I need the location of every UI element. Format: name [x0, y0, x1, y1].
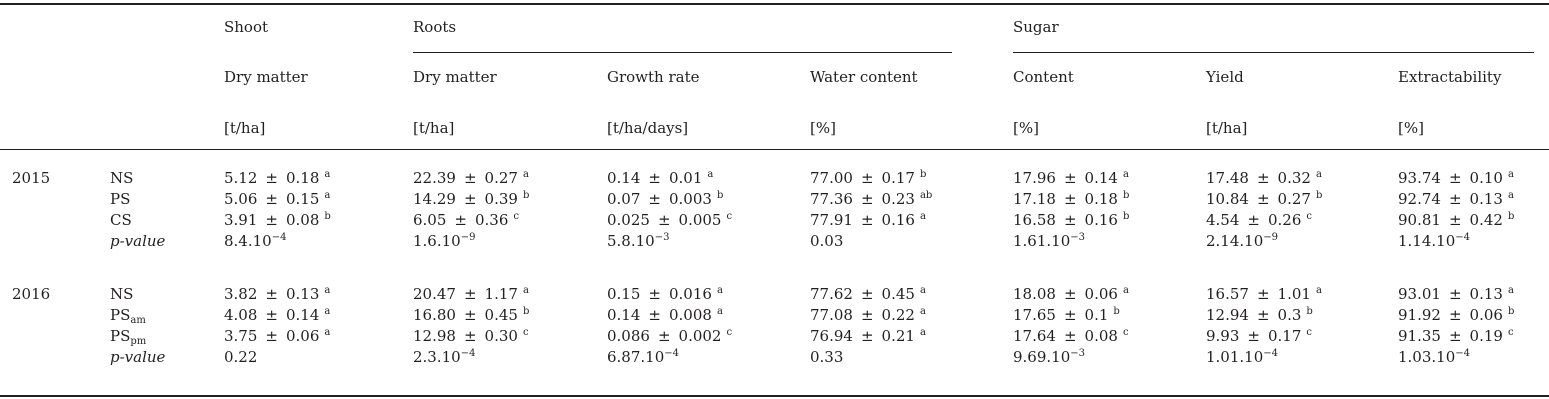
- cell-exponent: −3: [654, 232, 670, 243]
- column-header: Water content: [810, 68, 918, 86]
- cell-std-error: 0.16: [881, 211, 915, 229]
- plus-minus-sign: ±: [265, 169, 278, 187]
- cell-value: 0.14: [607, 169, 641, 187]
- plus-minus-sign: ±: [648, 306, 661, 324]
- plus-minus-sign: ±: [1448, 327, 1462, 345]
- cell-std-error: 0.22: [881, 306, 915, 324]
- cell-std-error: 0.10: [1469, 169, 1503, 187]
- cell-std-error: 0.008: [668, 306, 712, 324]
- cell-std-error: 0.27: [1277, 190, 1311, 208]
- significance-letter: a: [522, 169, 529, 180]
- table-cell: [413, 169, 529, 187]
- header-bottom-rule: [0, 149, 1549, 150]
- cell-std-error: 0.14: [1084, 169, 1118, 187]
- cell-value: 1.01.10: [1206, 348, 1264, 366]
- plus-minus-sign: ±: [265, 285, 278, 303]
- cell-value: 1.14.10: [1398, 232, 1456, 250]
- cell-value: 17.65: [1013, 306, 1056, 324]
- cell-exponent: −4: [271, 232, 287, 243]
- table-cell: [607, 306, 723, 324]
- table-cell: [1206, 190, 1322, 208]
- cell-value: 2.14.10: [1206, 232, 1264, 250]
- significance-letter: a: [324, 306, 331, 317]
- significance-letter: b: [1507, 211, 1515, 222]
- column-unit: [%]: [1398, 119, 1424, 137]
- table-cell: [1013, 327, 1129, 345]
- cell-value: 6.05: [413, 211, 447, 229]
- cell-value: 0.14: [607, 306, 641, 324]
- plus-minus-sign: ±: [1063, 190, 1077, 208]
- plus-minus-sign: ±: [265, 306, 278, 324]
- treatment-label: [110, 232, 165, 250]
- table-cell: [810, 169, 926, 187]
- cell-std-error: 0.45: [881, 285, 915, 303]
- significance-letter: c: [1306, 327, 1312, 338]
- significance-letter: a: [324, 169, 331, 180]
- table-cell: [413, 211, 519, 229]
- column-unit: [t/ha]: [1206, 119, 1248, 137]
- cell-exponent: −4: [460, 348, 476, 359]
- cell-std-error: 0.06: [285, 327, 320, 345]
- plus-minus-sign: ±: [1448, 190, 1462, 208]
- plus-minus-sign: ±: [463, 327, 477, 345]
- cell-std-error: 0.27: [484, 169, 518, 187]
- cell-std-error: 0.23: [881, 190, 915, 208]
- cell-exponent: −9: [460, 232, 476, 243]
- table-cell: [1013, 285, 1129, 303]
- table-cell: [413, 232, 475, 250]
- table-cell: [607, 348, 679, 366]
- treatment-label: [110, 327, 146, 345]
- significance-letter: a: [919, 327, 926, 338]
- column-header: Yield: [1206, 68, 1244, 86]
- plus-minus-sign: ±: [265, 327, 278, 345]
- cell-std-error: 0.08: [1084, 327, 1118, 345]
- plus-minus-sign: ±: [860, 327, 874, 345]
- cell-value: 5.12: [224, 169, 258, 187]
- plus-minus-sign: ±: [648, 285, 661, 303]
- treatment-name: CS: [110, 211, 132, 229]
- table-cell: [1206, 211, 1312, 229]
- table-cell: [810, 211, 926, 229]
- cell-std-error: 0.002: [678, 327, 722, 345]
- cell-std-error: 0.15: [285, 190, 320, 208]
- table-cell: [607, 327, 732, 345]
- cell-value: 77.00: [810, 169, 853, 187]
- cell-value: 1.6.10: [413, 232, 461, 250]
- significance-letter: b: [919, 169, 927, 180]
- cell-value: 76.94: [810, 327, 853, 345]
- table-cell: [1013, 306, 1120, 324]
- treatment-label: [110, 190, 130, 208]
- plus-minus-sign: ±: [1247, 327, 1260, 345]
- cell-exponent: −4: [1455, 232, 1471, 243]
- cell-value: 17.18: [1013, 190, 1056, 208]
- cell-value: 3.82: [224, 285, 258, 303]
- cell-value: 0.07: [607, 190, 641, 208]
- table-cell: [1206, 306, 1313, 324]
- plus-minus-sign: ±: [1063, 306, 1077, 324]
- significance-letter: c: [1122, 327, 1129, 338]
- roots-group-rule: [413, 52, 952, 53]
- cell-exponent: −9: [1263, 232, 1279, 243]
- cell-std-error: 0.01: [668, 169, 703, 187]
- table-cell: [1398, 169, 1514, 187]
- cell-std-error: 0.14: [285, 306, 320, 324]
- bottom-rule: [0, 395, 1549, 397]
- cell-value: 92.74: [1398, 190, 1441, 208]
- group-header-shoot: Shoot: [224, 18, 269, 36]
- cell-value: 0.33: [810, 348, 844, 366]
- plus-minus-sign: ±: [1256, 169, 1270, 187]
- significance-letter: c: [726, 327, 733, 338]
- cell-std-error: 0.17: [881, 169, 915, 187]
- table-cell: [607, 232, 669, 250]
- cell-value: 16.80: [413, 306, 456, 324]
- cell-exponent: −3: [1070, 348, 1086, 359]
- treatment-name: NS: [110, 285, 134, 303]
- table-cell: [1398, 232, 1470, 250]
- table-cell: [810, 232, 843, 250]
- significance-letter: b: [324, 211, 331, 222]
- cell-value: 18.08: [1013, 285, 1056, 303]
- plus-minus-sign: ±: [1063, 169, 1077, 187]
- plus-minus-sign: ±: [1063, 285, 1077, 303]
- table-cell: [1013, 190, 1129, 208]
- cell-value: 93.01: [1398, 285, 1441, 303]
- plus-minus-sign: ±: [1063, 211, 1077, 229]
- significance-letter: b: [1306, 306, 1313, 317]
- treatment-name: PS: [110, 306, 131, 324]
- cell-std-error: 0.32: [1277, 169, 1311, 187]
- plus-minus-sign: ±: [860, 211, 874, 229]
- cell-value: 77.91: [810, 211, 853, 229]
- cell-value: 4.08: [224, 306, 258, 324]
- significance-letter: b: [1122, 211, 1130, 222]
- cell-std-error: 0.36: [474, 211, 509, 229]
- table-cell: [810, 327, 926, 345]
- cell-exponent: −4: [1263, 348, 1279, 359]
- column-unit: [t/ha]: [224, 119, 266, 137]
- plus-minus-sign: ±: [1448, 169, 1462, 187]
- significance-letter: a: [1122, 285, 1129, 296]
- cell-value: 0.22: [224, 348, 258, 366]
- cell-std-error: 1.01: [1277, 285, 1311, 303]
- column-header: Content: [1013, 68, 1074, 86]
- significance-letter: a: [919, 285, 926, 296]
- cell-value: 77.36: [810, 190, 853, 208]
- table-cell: [1013, 232, 1085, 250]
- plus-minus-sign: ±: [1256, 190, 1270, 208]
- cell-exponent: −4: [1455, 348, 1471, 359]
- cell-std-error: 0.26: [1267, 211, 1302, 229]
- plus-minus-sign: ±: [860, 306, 874, 324]
- cell-value: 9.93: [1206, 327, 1240, 345]
- column-header: Growth rate: [607, 68, 700, 86]
- plus-minus-sign: ±: [860, 190, 874, 208]
- cell-std-error: 0.005: [678, 211, 722, 229]
- cell-value: 16.58: [1013, 211, 1056, 229]
- significance-letter: a: [522, 285, 529, 296]
- treatment-name: PS: [110, 327, 131, 345]
- treatment-label: [110, 285, 133, 303]
- significance-letter: c: [522, 327, 529, 338]
- cell-value: 77.08: [810, 306, 853, 324]
- plus-minus-sign: ±: [265, 190, 278, 208]
- significance-letter: a: [324, 285, 331, 296]
- treatment-label: [110, 306, 146, 324]
- significance-letter: a: [716, 306, 723, 317]
- treatment-name: PS: [110, 190, 131, 208]
- table-cell: [607, 169, 713, 187]
- table-cell: [810, 285, 926, 303]
- cell-value: 90.81: [1398, 211, 1441, 229]
- plus-minus-sign: ±: [648, 169, 661, 187]
- table-cell: [1206, 327, 1312, 345]
- table-cell: [413, 190, 529, 208]
- table-cell: [810, 306, 926, 324]
- cell-std-error: 0.13: [285, 285, 320, 303]
- significance-letter: b: [1122, 190, 1130, 201]
- table-cell: [224, 306, 330, 324]
- table-cell: [224, 348, 257, 366]
- significance-letter: b: [1315, 190, 1323, 201]
- cell-std-error: 0.19: [1469, 327, 1503, 345]
- table-cell: [1013, 348, 1085, 366]
- cell-std-error: 0.016: [668, 285, 712, 303]
- cell-std-error: 0.13: [1469, 285, 1503, 303]
- significance-letter: c: [513, 211, 519, 222]
- cell-exponent: −4: [664, 348, 680, 359]
- plus-minus-sign: ±: [463, 285, 477, 303]
- cell-value: 20.47: [413, 285, 456, 303]
- plus-minus-sign: ±: [454, 211, 467, 229]
- cell-value: 22.39: [413, 169, 456, 187]
- table-cell: [1013, 211, 1129, 229]
- cell-std-error: 0.08: [285, 211, 320, 229]
- table-cell: [224, 190, 330, 208]
- significance-letter: b: [716, 190, 724, 201]
- significance-letter: a: [1122, 169, 1129, 180]
- cell-value: 0.025: [607, 211, 650, 229]
- plus-minus-sign: ±: [265, 211, 278, 229]
- cell-value: 10.84: [1206, 190, 1249, 208]
- cell-value: 91.92: [1398, 306, 1441, 324]
- cell-std-error: 0.18: [1084, 190, 1118, 208]
- table-cell: [413, 285, 529, 303]
- cell-value: 12.98: [413, 327, 456, 345]
- cell-std-error: 0.06: [1084, 285, 1118, 303]
- cell-value: 0.086: [607, 327, 650, 345]
- plus-minus-sign: ±: [657, 327, 671, 345]
- cell-value: 14.29: [413, 190, 456, 208]
- cell-value: 93.74: [1398, 169, 1441, 187]
- treatment-label: [110, 348, 165, 366]
- column-unit: [t/ha]: [413, 119, 455, 137]
- cell-value: 1.61.10: [1013, 232, 1071, 250]
- cell-std-error: 0.42: [1469, 211, 1503, 229]
- table-cell: [1398, 306, 1514, 324]
- table-cell: [413, 327, 529, 345]
- treatment-name: NS: [110, 169, 134, 187]
- significance-letter: c: [1507, 327, 1514, 338]
- significance-letter: a: [324, 327, 331, 338]
- table-cell: [1013, 169, 1129, 187]
- cell-std-error: 0.1: [1084, 306, 1109, 324]
- significance-letter: b: [522, 306, 530, 317]
- year-label: 2015: [12, 169, 51, 187]
- plus-minus-sign: ±: [648, 190, 661, 208]
- table-cell: [224, 285, 330, 303]
- cell-value: 0.03: [810, 232, 844, 250]
- table-cell: [224, 232, 286, 250]
- table-cell: [1398, 327, 1514, 345]
- year-label: 2016: [12, 285, 51, 303]
- sugar-group-rule: [1013, 52, 1534, 53]
- column-unit: [%]: [810, 119, 836, 137]
- cell-value: 5.06: [224, 190, 258, 208]
- cell-std-error: 0.16: [1084, 211, 1118, 229]
- cell-value: 0.15: [607, 285, 641, 303]
- plus-minus-sign: ±: [1448, 306, 1462, 324]
- table-cell: [1206, 285, 1322, 303]
- cell-std-error: 0.06: [1469, 306, 1503, 324]
- significance-letter: a: [707, 169, 714, 180]
- cell-value: 12.94: [1206, 306, 1249, 324]
- cell-value: 5.8.10: [607, 232, 655, 250]
- plus-minus-sign: ±: [860, 169, 874, 187]
- cell-value: 8.4.10: [224, 232, 272, 250]
- cell-std-error: 0.30: [484, 327, 518, 345]
- plus-minus-sign: ±: [1256, 306, 1270, 324]
- cell-value: 9.69.10: [1013, 348, 1071, 366]
- plus-minus-sign: ±: [860, 285, 874, 303]
- treatment-label: [110, 169, 133, 187]
- significance-letter: a: [1507, 169, 1514, 180]
- cell-value: 17.48: [1206, 169, 1249, 187]
- treatment-subscript: pm: [130, 336, 147, 347]
- column-header: Dry matter: [413, 68, 497, 86]
- significance-letter: c: [1306, 211, 1312, 222]
- significance-letter: a: [1315, 285, 1322, 296]
- column-unit: [%]: [1013, 119, 1039, 137]
- significance-letter: a: [919, 211, 926, 222]
- plus-minus-sign: ±: [1063, 327, 1077, 345]
- significance-letter: a: [324, 190, 331, 201]
- treatment-name: p-value: [110, 348, 166, 366]
- table-cell: [607, 190, 723, 208]
- table-cell: [1206, 348, 1278, 366]
- cell-std-error: 0.21: [881, 327, 915, 345]
- cell-std-error: 0.003: [668, 190, 712, 208]
- cell-value: 91.35: [1398, 327, 1441, 345]
- plus-minus-sign: ±: [1448, 285, 1462, 303]
- plus-minus-sign: ±: [463, 190, 477, 208]
- table-cell: [810, 348, 843, 366]
- cell-exponent: −3: [1070, 232, 1086, 243]
- cell-std-error: 0.18: [285, 169, 320, 187]
- table-cell: [810, 190, 932, 208]
- column-header: Extractability: [1398, 68, 1502, 86]
- table-cell: [1206, 169, 1322, 187]
- table-cell: [607, 211, 732, 229]
- cell-value: 2.3.10: [413, 348, 461, 366]
- cell-std-error: 0.3: [1277, 306, 1302, 324]
- plus-minus-sign: ±: [657, 211, 671, 229]
- significance-letter: a: [716, 285, 723, 296]
- significance-letter: a: [1507, 285, 1514, 296]
- treatment-name: p-value: [110, 232, 166, 250]
- group-header-sugar: Sugar: [1013, 18, 1059, 36]
- table-cell: [607, 285, 723, 303]
- column-header: Dry matter: [224, 68, 308, 86]
- table-cell: [413, 348, 475, 366]
- cell-value: 17.96: [1013, 169, 1056, 187]
- treatment-subscript: am: [130, 315, 146, 326]
- cell-value: 6.87.10: [607, 348, 665, 366]
- significance-letter: b: [522, 190, 530, 201]
- plus-minus-sign: ±: [463, 306, 477, 324]
- cell-value: 1.03.10: [1398, 348, 1456, 366]
- cell-value: 16.57: [1206, 285, 1249, 303]
- column-unit: [t/ha/days]: [607, 119, 689, 137]
- cell-value: 4.54: [1206, 211, 1240, 229]
- significance-letter: a: [1507, 190, 1514, 201]
- significance-letter: a: [1315, 169, 1322, 180]
- significance-letter: b: [1113, 306, 1120, 317]
- top-rule: [0, 3, 1549, 5]
- significance-letter: ab: [919, 190, 933, 201]
- cell-std-error: 0.13: [1469, 190, 1503, 208]
- cell-value: 3.75: [224, 327, 258, 345]
- significance-letter: b: [1507, 306, 1515, 317]
- cell-std-error: 0.45: [484, 306, 518, 324]
- cell-value: 17.64: [1013, 327, 1056, 345]
- table-cell: [224, 327, 330, 345]
- table-cell: [413, 306, 529, 324]
- table-cell: [1398, 348, 1470, 366]
- table-cell: [1206, 232, 1278, 250]
- plus-minus-sign: ±: [463, 169, 477, 187]
- plus-minus-sign: ±: [1247, 211, 1260, 229]
- table-cell: [1398, 211, 1514, 229]
- cell-std-error: 1.17: [484, 285, 518, 303]
- cell-value: 3.91: [224, 211, 258, 229]
- plus-minus-sign: ±: [1256, 285, 1270, 303]
- significance-letter: c: [726, 211, 733, 222]
- table-cell: [224, 211, 331, 229]
- cell-std-error: 0.39: [484, 190, 518, 208]
- cell-value: 77.62: [810, 285, 853, 303]
- treatment-label: [110, 211, 132, 229]
- table-cell: [224, 169, 330, 187]
- table-cell: [1398, 190, 1514, 208]
- plus-minus-sign: ±: [1448, 211, 1462, 229]
- significance-letter: a: [919, 306, 926, 317]
- cell-std-error: 0.17: [1267, 327, 1302, 345]
- table-cell: [1398, 285, 1514, 303]
- group-header-roots: Roots: [413, 18, 457, 36]
